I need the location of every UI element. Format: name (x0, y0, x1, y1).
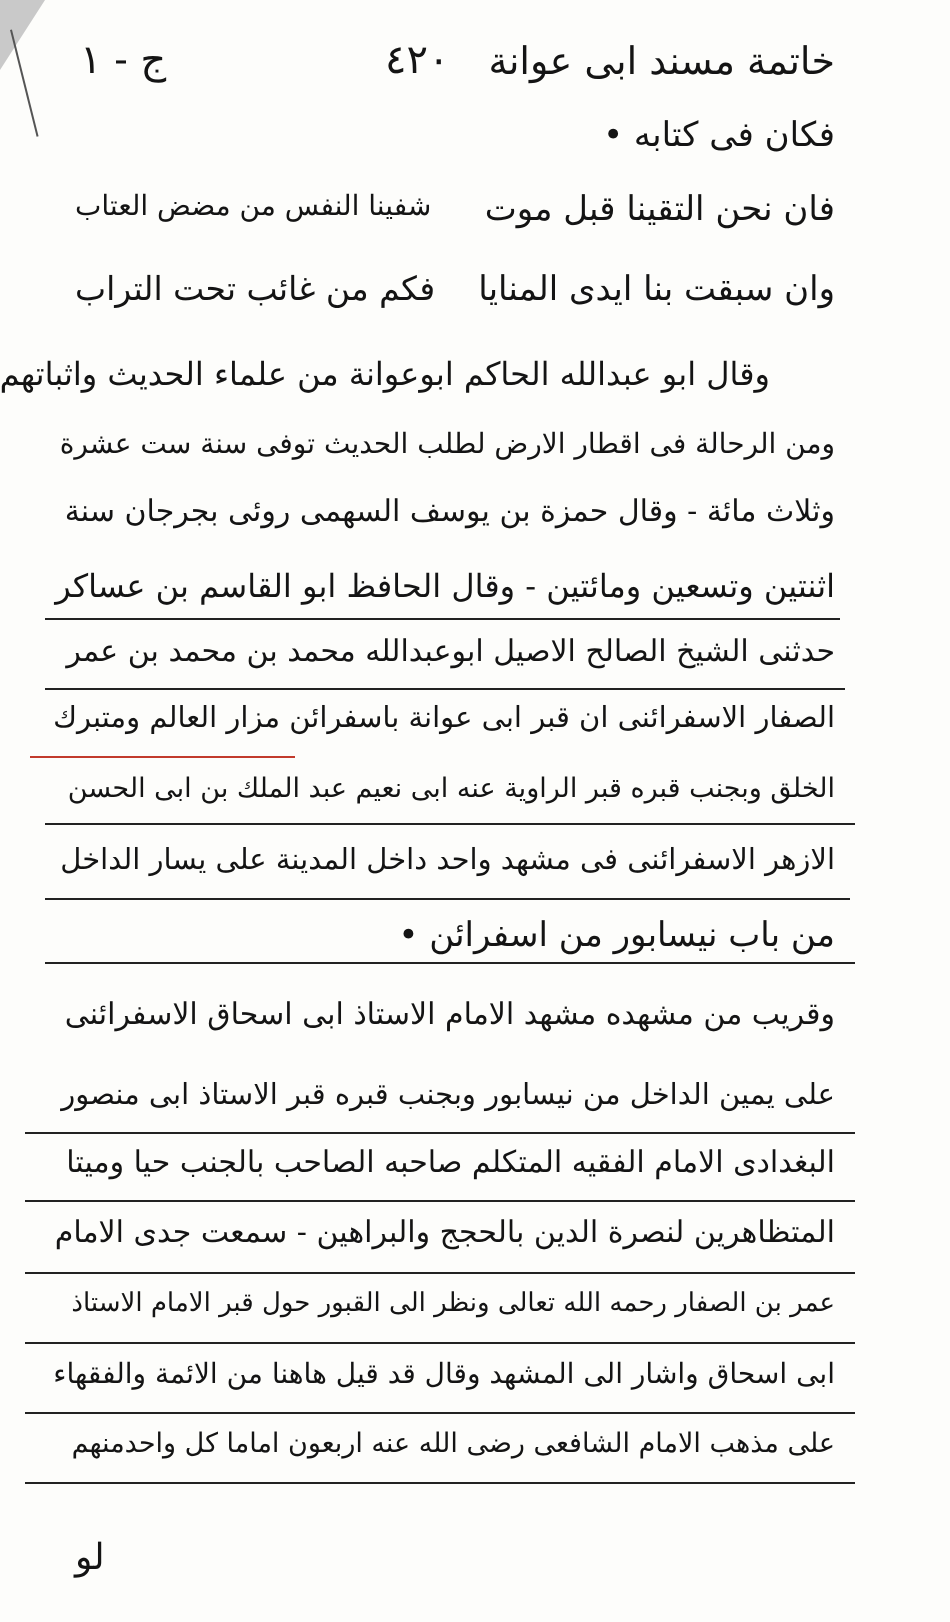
text-line-1: فكان فى كتابه • (603, 115, 835, 155)
text-line-17: عمر بن الصفار رحمه الله تعالى ونظر الى القبور حول قبر الامام الاستاذ (71, 1288, 835, 1318)
underline-12 (45, 962, 855, 964)
text-line-18: ابى اسحاق واشار الى المشهد وقال قد قيل هاهنا من الائمة والفقهاء (53, 1357, 835, 1390)
page-corner-fold (0, 0, 45, 70)
underline-18 (25, 1412, 855, 1414)
text-line-10: الخلق وبجنب قبره قبر الراوية عنه ابى نعيم عبد الملك بن ابى الحسن (67, 773, 835, 804)
text-line-7: اثنتين وتسعين ومائتين - وقال الحافظ ابو القاسم بن عساكر (55, 567, 835, 605)
underline-19 (25, 1482, 855, 1484)
text-line-14: على يمين الداخل من نيسابور وبجنب قبره قبر الاستاذ ابى منصور (61, 1077, 835, 1111)
text-line-8: حدثنى الشيخ الصالح الاصيل ابوعبدالله محمد بن محمد بن عمر (66, 634, 835, 669)
verse-2-second-hemistich: فكم من غائب تحت التراب (75, 269, 436, 308)
verse-1-first-hemistich: فان نحن التقينا قبل موت (484, 189, 835, 229)
underline-10 (45, 823, 855, 825)
text-line-13: وقريب من مشهده مشهد الامام الاستاذ ابى اسحاق الاسفرائنى (64, 997, 835, 1032)
text-line-12: من باب نيسابور من اسفرائن • (398, 915, 835, 955)
verse-2-first-hemistich: وان سبقت بنا ايدى المنايا (478, 269, 835, 309)
red-underline-9 (30, 756, 295, 758)
text-line-6: وثلاث مائة - وقال حمزة بن يوسف السهمى روئى بجرجان سنة (64, 494, 835, 529)
text-line-4: وقال ابو عبدالله الحاكم ابوعوانة من علماء الحديث واثباتهم (0, 355, 770, 393)
page-number: ٤٢٠ (385, 37, 450, 83)
underline-16 (25, 1272, 855, 1274)
underline-11 (45, 898, 850, 900)
text-line-11: الازهر الاسفرائنى فى مشهد واحد داخل المدينة على يسار الداخل (60, 842, 835, 876)
underline-15 (25, 1200, 855, 1202)
text-line-19: على مذهب الامام الشافعى رضى الله عنه اربعون اماما كل واحدمنهم (71, 1428, 835, 1459)
text-line-15: البغدادى الامام الفقيه المتكلم صاحبه الصاحب بالجنب حيا وميتا (66, 1145, 835, 1180)
text-line-5: ومن الرحالة فى اقطار الارض لطلب الحديث توفى سنة ست عشرة (59, 427, 835, 460)
underline-7 (45, 618, 840, 620)
underline-17 (25, 1342, 855, 1344)
underline-14 (25, 1132, 855, 1134)
verse-1-second-hemistich: شفينا النفس من مضض العتاب (75, 189, 432, 222)
volume-marker: ج - ١ (80, 37, 167, 83)
catchword: لو (75, 1537, 105, 1578)
running-title: خاتمة مسند ابى عوانة (488, 39, 835, 83)
underline-8 (45, 688, 845, 690)
text-line-9: الصفار الاسفرائنى ان قبر ابى عوانة باسفرائن مزار العالم ومتبرك (53, 700, 835, 734)
text-line-16: المتظاهرين لنصرة الدين بالحجج والبراهين - سمعت جدى الامام (54, 1215, 835, 1250)
